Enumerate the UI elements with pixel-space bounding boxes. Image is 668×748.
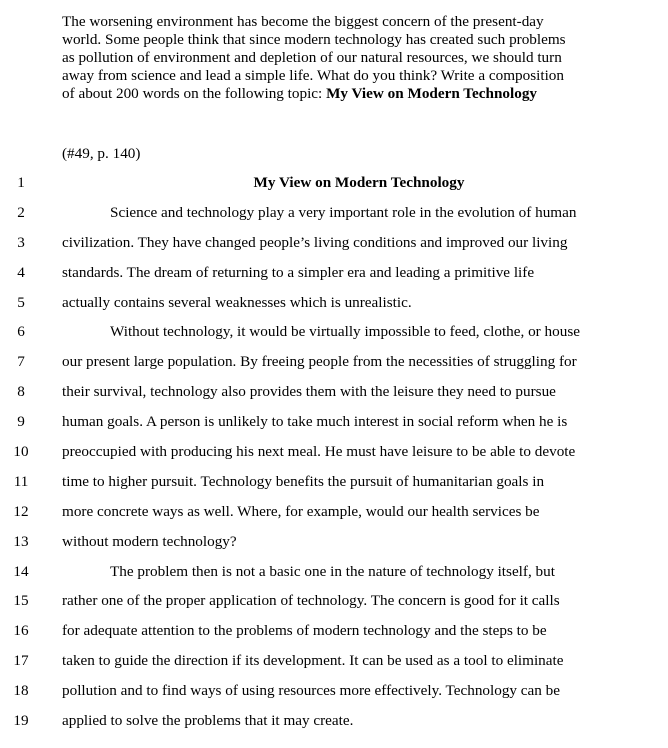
line-text: their survival, technology also provides them with the leisure they need to pursue (62, 383, 556, 401)
essay-line (0, 527, 668, 557)
essay-line (0, 317, 668, 347)
line-number: 16 (13, 622, 29, 640)
line-number: 8 (17, 383, 25, 401)
line-text: time to higher pursuit. Technology benefits the pursuit of humanitarian goals in (62, 472, 545, 490)
line-number: 3 (17, 233, 25, 251)
essay-line (0, 616, 668, 646)
line-number: 1 (17, 174, 25, 191)
line-number: 9 (17, 413, 25, 431)
essay-line (0, 706, 668, 736)
essay-line (0, 258, 668, 288)
line-number: 13 (13, 532, 29, 550)
line-number: 4 (17, 263, 25, 281)
line-text: The problem then is not a basic one in the nature of technology itself, but (110, 562, 555, 580)
source-reference: (#49, p. 140) (62, 145, 141, 162)
line-number: 15 (13, 592, 29, 610)
line-number: 5 (17, 293, 25, 311)
essay-line (0, 168, 668, 198)
essay-prompt (62, 13, 662, 103)
essay-line (0, 198, 668, 228)
line-number: 2 (17, 203, 25, 221)
line-number: 7 (17, 353, 25, 371)
line-text: preoccupied with producing his next meal. He must have leisure to be able to devote (62, 443, 576, 461)
line-text: for adequate attention to the problems of modern technology and the steps to be (62, 622, 547, 640)
essay-line (0, 467, 668, 497)
line-text: civilization. They have changed people’s living conditions and improved our living (62, 233, 568, 251)
essay-line (0, 646, 668, 676)
line-text: human goals. A person is unlikely to take much interest in social reform when he is (62, 413, 568, 431)
essay-line (0, 557, 668, 587)
essay-line (0, 377, 668, 407)
line-text: pollution and to find ways of using resources more effectively. Technology can be (62, 682, 561, 700)
line-number: 6 (17, 323, 25, 341)
line-number: 19 (13, 712, 29, 730)
prompt-topic: My View on Modern Technology (326, 85, 538, 102)
line-number: 18 (13, 682, 29, 700)
line-number: 14 (13, 562, 29, 580)
line-text: taken to guide the direction if its development. It can be used as a tool to eliminate (62, 652, 564, 670)
line-text: applied to solve the problems that it may create. (62, 712, 354, 730)
essay-line (0, 347, 668, 377)
line-number: 17 (13, 652, 29, 670)
essay-line (0, 407, 668, 437)
essay-title: My View on Modern Technology (253, 174, 465, 191)
essay-line (0, 228, 668, 258)
line-text: without modern technology? (62, 532, 237, 550)
line-text: rather one of the proper application of technology. The concern is good for it calls (62, 592, 560, 610)
essay-line (0, 676, 668, 706)
prompt-text: The worsening environment has become the biggest concern of the present-day world. Some people think that since modern technology has created such problems as pollution of environment and depletion of our natural resources, we should turn away from science and lead a simple life. What do you think? Write a composition of about 200 words on the following topic: (62, 13, 566, 102)
line-number: 11 (13, 472, 29, 490)
line-text: Science and technology play a very important role in the evolution of human (110, 203, 577, 221)
essay-line (0, 497, 668, 527)
line-text: more concrete ways as well. Where, for example, would our health services be (62, 502, 540, 520)
line-number: 10 (13, 443, 29, 461)
line-text: standards. The dream of returning to a simpler era and leading a primitive life (62, 263, 535, 281)
line-number: 12 (13, 502, 29, 520)
line-text: actually contains several weaknesses which is unrealistic. (62, 293, 412, 311)
essay-line (0, 288, 668, 318)
essay-line (0, 586, 668, 616)
essay-body (0, 168, 668, 736)
essay-line (0, 437, 668, 467)
line-text: our present large population. By freeing people from the necessities of struggling for (62, 353, 577, 371)
line-text: Without technology, it would be virtually impossible to feed, clothe, or house (110, 323, 580, 341)
